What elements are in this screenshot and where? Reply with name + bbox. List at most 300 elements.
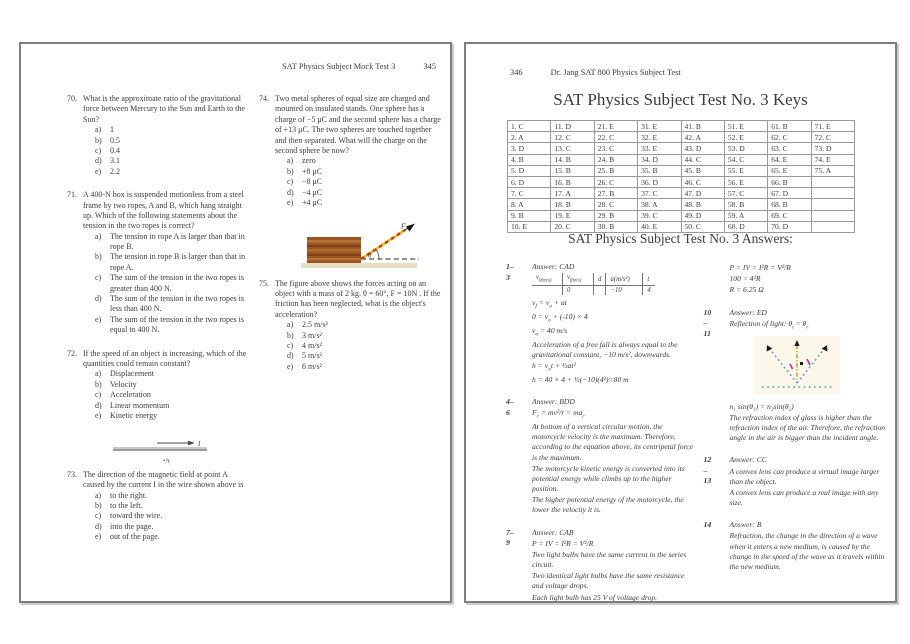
keys-row [508, 199, 855, 210]
explanation-line: Refraction, the change in the direction of a wave when it enters a new medium, is caused by the change in the speed of the wave as it travels within the new medium. [729, 531, 885, 571]
answer-range-line: 12 [703, 455, 712, 465]
answer-range-line: – [703, 465, 708, 475]
answer-item [704, 262, 892, 297]
option-label: a) [95, 369, 102, 379]
answer-body [730, 520, 892, 573]
option-row [95, 532, 250, 542]
key-cell: 54. C [724, 154, 767, 165]
key-cell: 65. E [768, 165, 811, 176]
answer-body [730, 262, 892, 297]
option-label: b) [95, 252, 102, 262]
option-row [95, 294, 250, 315]
left-page [19, 42, 452, 603]
option-label: d) [287, 351, 294, 361]
mini-table-cell [532, 286, 563, 296]
option-text: +4 μC [302, 197, 323, 207]
key-cell: 16. B [551, 176, 594, 187]
equation-line: P = IV = I²R = V²/R [729, 263, 791, 272]
key-cell: 58. B [724, 199, 767, 210]
figure-block [295, 221, 442, 274]
option-label: c) [287, 341, 294, 351]
key-cell: 20. C [551, 221, 594, 232]
question-number: 73. [67, 469, 77, 479]
answer-letters: Answer: CAD [532, 262, 575, 271]
option-label: c) [287, 177, 294, 187]
key-cell: 55. E [724, 165, 767, 176]
key-cell: 2. A [508, 132, 551, 143]
option-row [95, 125, 250, 135]
key-cell: 44. C [681, 154, 724, 165]
option-text: The sum of the tension in the two ropes is less than 400 N. [110, 294, 244, 314]
answer-letters: Answer: B [729, 520, 762, 530]
answers-column-left [506, 262, 694, 615]
key-cell: 8. A [508, 199, 551, 210]
option-text: Acceleration [110, 390, 151, 400]
mini-table-cell: −10 [606, 286, 643, 296]
key-cell: 25. B [594, 165, 637, 176]
mini-table-header: a(m/s²) [606, 273, 643, 285]
key-cell: 39. C [638, 210, 681, 221]
option-text: 2.5 m/s² [302, 320, 328, 330]
option-label: b) [95, 500, 102, 510]
option-row [95, 156, 250, 166]
explanation-line: The higher potential energy of the motorcycle, the lower the velocity it is. [532, 495, 684, 515]
key-cell: 50. C [681, 221, 724, 232]
option-label: a) [95, 490, 102, 500]
keys-row [508, 143, 855, 154]
answers-area [506, 262, 891, 615]
key-cell: 66. B [768, 176, 811, 187]
option-text: −8 μC [302, 177, 323, 187]
key-cell: 30. B [594, 221, 637, 232]
option-label: b) [95, 379, 102, 389]
answer-item [506, 262, 694, 386]
explanation-line: A convex lens can produce a real image with any size. [729, 487, 879, 508]
key-cell: 67. D [768, 188, 811, 199]
option-row [95, 315, 250, 336]
option-label: e) [95, 532, 102, 542]
key-cell [811, 210, 854, 221]
question-text: What is the approximate ratio of the gravitational force between Mercury to the Sun and Earth to the Sun? [83, 94, 245, 124]
right-page-header [510, 68, 681, 77]
mini-table-header: t [643, 273, 655, 285]
option-text: Velocity [110, 379, 137, 389]
question-body [83, 349, 250, 422]
answer-letters: Answer: CAB [532, 527, 574, 537]
equation-line: $h = v_ot$ + ½at² [532, 361, 576, 373]
option-text: to the right. [110, 490, 148, 500]
ground [301, 263, 417, 268]
option-text: −4 μC [302, 187, 323, 197]
mini-table-header-row [532, 273, 655, 285]
equation-line: h = 40 × 4 + ½(−10)(4²)=80 m [532, 374, 629, 384]
answer-item [704, 520, 892, 573]
answer-range-label [506, 262, 532, 386]
answer-body [532, 528, 694, 604]
key-cell: 47. D [681, 188, 724, 199]
option-text: 0.5 [110, 135, 120, 145]
answer-item [704, 308, 892, 445]
key-cell: 69. C [768, 210, 811, 221]
force-label: F [401, 221, 406, 231]
option-text: Linear momentum [110, 400, 170, 410]
answer-range-label [506, 397, 532, 517]
angle-arc [376, 250, 379, 260]
question-body [83, 470, 250, 543]
option-row [287, 362, 442, 372]
option-row [95, 273, 250, 294]
explanation-line: Each light bulb has 25 V of voltage drop. [532, 592, 658, 602]
option-row [287, 341, 442, 351]
key-cell: 62. C [768, 132, 811, 143]
option-row [95, 491, 250, 501]
key-cell: 63. C [768, 143, 811, 154]
answer-range-label [704, 520, 730, 573]
key-cell: 22. C [594, 132, 637, 143]
key-cell: 11. D [551, 121, 594, 132]
question-column-right [259, 94, 442, 555]
answer-range-line: 10 [703, 307, 712, 317]
mini-table-header: d [594, 273, 606, 285]
right-page-number: 346 [510, 68, 523, 77]
option-label: d) [95, 521, 102, 531]
option-label: b) [95, 135, 102, 145]
key-cell [811, 188, 854, 199]
keys-row [508, 121, 855, 132]
option-row [95, 167, 250, 177]
equation-line: $v_f = v_o$ + at [532, 298, 567, 310]
key-cell: 28. C [594, 199, 637, 210]
option-text: +8 μC [302, 166, 323, 176]
explanation-line: The refraction index of glass is higher than the refraction index of the air. Therefore, the refraction angle in the air is bigger than the incident angle. [729, 412, 886, 443]
key-cell: 6. D [508, 176, 551, 187]
option-label: e) [287, 361, 294, 371]
key-cell: 41. B [681, 121, 724, 132]
option-row [95, 401, 250, 411]
explanation-line: Acceleration of a free fall is always equal to the gravitational constant, −10 m/s², downwards. [532, 339, 678, 359]
key-cell: 36. D [638, 176, 681, 187]
left-running-title: SAT Physics Subject Mock Test 3 [282, 62, 396, 71]
answer-keys-table [507, 120, 855, 233]
option-text: to the left. [110, 500, 143, 510]
key-cell: 15. B [551, 165, 594, 176]
question-70 [67, 94, 250, 177]
key-cell: 21. E [594, 121, 637, 132]
key-cell: 74. E [811, 154, 854, 165]
wire-bar [113, 447, 207, 449]
answer-range-line: 6 [506, 407, 510, 417]
option-text: 3.1 [110, 156, 120, 166]
option-label: c) [95, 511, 102, 521]
answer-item [506, 528, 694, 604]
explanation-line: Two light bulbs have the same current in the series circuit. [532, 549, 687, 570]
mini-table-cell: 4 [643, 286, 655, 296]
explanation-line: At bottom of a vertical circular motion, the motorcycle velocity is the maximum. Therefore, according to the equation above, its centripetal force is the maximum. [532, 422, 693, 462]
option-row [95, 136, 250, 146]
equation-line: n₁ sin(θ₁) = n₂sin(θ₂) [729, 401, 794, 411]
answer-range-line: 1– [506, 262, 514, 271]
explanation-line: The motorcycle kinetic energy is converted into its potential energy while climbs up to the higher position. [532, 463, 685, 494]
right-page [464, 42, 897, 603]
force-block-figure [295, 221, 425, 271]
figure-reflection [754, 336, 892, 397]
key-cell: 27. B [594, 188, 637, 199]
keys-row [508, 132, 855, 143]
option-text: 6 m/s² [302, 361, 322, 371]
keys-title: SAT Physics Subject Test No. 3 Keys [553, 90, 808, 109]
answer-range-label [704, 262, 730, 297]
key-cell: 38. A [638, 199, 681, 210]
key-cell: 51. E [724, 121, 767, 132]
option-row [95, 369, 250, 379]
question-number: 75. [259, 278, 269, 288]
equation-line: $v_o = 40$ m/s [532, 325, 568, 338]
option-text: Displacement [110, 369, 154, 379]
answer-item [704, 455, 892, 509]
option-text: 4 m/s² [302, 341, 322, 351]
key-cell: 10. E [508, 221, 551, 232]
question-text: The figure above shows the forces acting on an object with a mass of 2 kg. θ = 60°, F = 10N . If the friction has been neglected, what is the object's acceleration? [275, 278, 441, 319]
key-cell: 34. D [638, 154, 681, 165]
key-cell: 71. E [811, 121, 854, 132]
key-cell: 4. B [508, 154, 551, 165]
question-text: The direction of the magnetic field at point A caused by the current I in the wire shown above is [83, 469, 244, 490]
key-cell: 61. B [768, 121, 811, 132]
key-cell: 72. C [811, 132, 854, 143]
option-label: c) [95, 390, 102, 400]
key-cell: 29. B [594, 210, 637, 221]
keys-row [508, 165, 855, 176]
option-label: e) [287, 197, 294, 207]
question-text: Two metal spheres of equal size are charged and mounted on insulated stands. One sphere has a charge of −5 μC and the second sphere has a charge of +13 μC. The two spheres are touched together and then separated. What will the charge on the second sphere be now? [275, 94, 441, 155]
option-text: The sum of the tension in the two ropes is greater than 400 N. [110, 273, 244, 293]
question-number: 70. [67, 94, 77, 103]
key-cell: 3. D [508, 143, 551, 154]
key-cell: 13. C [551, 143, 594, 154]
key-cell: 59. A [724, 210, 767, 221]
key-cell: 35. B [638, 165, 681, 176]
answer-body [730, 308, 892, 445]
angle-label: θ [368, 251, 372, 260]
wood-block [307, 237, 361, 263]
current-arrowhead-icon [188, 441, 195, 445]
key-cell: 33. E [638, 143, 681, 154]
option-label: d) [95, 156, 102, 166]
angle-square-mark [800, 362, 803, 365]
question-text: A 400-N box is suspended motionless from a steel frame by two ropes, A and B, which hang straight up. Which of the following statements about the tension in the two ropes is correct? [83, 190, 244, 231]
option-text: The tension in rope A is larger than that in rope B. [110, 231, 245, 252]
key-cell: 43. D [681, 143, 724, 154]
current-wire-figure [111, 434, 215, 464]
mini-table-header: $v_{0(m/s)}$ [532, 273, 563, 285]
key-cell [811, 199, 854, 210]
option-label: c) [95, 273, 102, 283]
question-column-left [67, 94, 250, 555]
light-reflection-figure [754, 336, 840, 394]
key-cell: 32. E [638, 132, 681, 143]
key-cell: 75. A [811, 165, 854, 176]
current-label: I [198, 440, 201, 449]
equation-line: $F_c = mv^2/r = ma_c$ [532, 408, 585, 420]
answer-body [532, 397, 694, 517]
option-text: 2.2 [110, 166, 120, 176]
option-row [95, 501, 250, 511]
answer-letters: Answer: BDD [532, 397, 575, 407]
question-text: If the speed of an object is increasing, which of the quantities could remain constant? [83, 348, 247, 368]
mini-table-header: $v_{f(m/s)}$ [563, 273, 594, 285]
key-cell: 73. D [811, 143, 854, 154]
equation-line: 100 = 4²R [729, 274, 761, 284]
figure-wire [111, 434, 250, 467]
left-page-number: 345 [423, 62, 436, 71]
key-cell: 52. E [724, 132, 767, 143]
key-cell: 68. B [768, 199, 811, 210]
question-number: 74. [259, 94, 269, 103]
explanation-line: Two identical light bulbs have the same resistance and voltage drops. [532, 571, 685, 591]
option-row [95, 522, 250, 532]
mini-table-cell: 0 [563, 286, 594, 296]
key-cell: 19. E [551, 210, 594, 221]
key-cell: 46. C [681, 176, 724, 187]
question-body [275, 279, 442, 373]
option-label: a) [95, 125, 102, 135]
option-row [287, 198, 442, 208]
option-label: a) [95, 231, 102, 241]
key-cell: 1. C [508, 121, 551, 132]
answer-item [506, 397, 694, 517]
option-row [287, 331, 442, 341]
key-cell: 56. E [724, 176, 767, 187]
option-row [95, 511, 250, 521]
answer-range-label [704, 455, 730, 509]
option-text: into the page. [110, 521, 154, 531]
key-cell: 14. B [551, 154, 594, 165]
question-75 [259, 279, 442, 373]
option-text: out of the page. [110, 532, 160, 542]
option-label: c) [95, 145, 102, 155]
key-cell: 45. B [681, 165, 724, 176]
key-cell: 26. C [594, 176, 637, 187]
key-cell: 24. B [594, 154, 637, 165]
key-cell: 23. C [594, 143, 637, 154]
option-label: e) [95, 410, 102, 420]
key-cell: 60. D [724, 221, 767, 232]
keys-row [508, 176, 855, 187]
explanation-line: Reflection of light: $\theta_i = \theta_r$ [729, 318, 809, 331]
key-cell: 40. E [638, 221, 681, 232]
option-text: toward the wire. [110, 511, 163, 521]
option-row [287, 167, 442, 177]
question-columns [67, 94, 444, 555]
option-row [287, 320, 442, 330]
option-label: a) [287, 156, 294, 166]
equation-line: R = 6.25 Ω [729, 285, 764, 295]
option-row [95, 146, 250, 156]
option-text: 1 [110, 125, 114, 135]
option-row [95, 232, 250, 253]
key-cell: 31. E [638, 121, 681, 132]
answer-range-line: 9 [506, 538, 510, 548]
key-cell: 42. A [681, 132, 724, 143]
key-cell: 9. B [508, 210, 551, 221]
point-a-label: •A [163, 457, 170, 465]
keys-row [508, 154, 855, 165]
force-arrowhead-icon [406, 224, 415, 232]
option-text: Kinetic energy [110, 410, 158, 420]
right-running-title: Dr. Jang SAT 800 Physics Subject Test [550, 68, 681, 77]
keys-row [508, 210, 855, 221]
key-cell: 5. D [508, 165, 551, 176]
answers-column-right [704, 262, 892, 615]
answer-range-label [506, 528, 532, 604]
option-row [287, 188, 442, 198]
answer-letters: Answer: ED [729, 307, 767, 317]
option-row [287, 177, 442, 187]
wire-bar-shadow [113, 450, 207, 452]
option-label: b) [287, 166, 294, 176]
question-body [275, 94, 442, 208]
option-text: 5 m/s² [302, 351, 322, 361]
key-cell: 64. E [768, 154, 811, 165]
key-cell: 57. C [724, 188, 767, 199]
question-73 [67, 470, 250, 543]
key-cell: 17. A [551, 188, 594, 199]
option-text: The tension in rope B is larger than that in rope A. [110, 252, 246, 272]
option-text: 0.4 [110, 145, 120, 155]
key-cell: 53. D [724, 143, 767, 154]
equation-line: P = IV = I²R = V²/R [532, 538, 594, 548]
answer-range-line: 11 [703, 328, 711, 338]
mini-table-cell [594, 286, 606, 296]
option-text: zero [302, 156, 316, 166]
question-74 [259, 94, 442, 208]
explanation-line: A convex lens can produce a virtual image larger than the object. [729, 466, 880, 486]
option-row [95, 380, 250, 390]
keys-row [508, 188, 855, 199]
answer-body [730, 455, 892, 509]
answer-range-line: 4– [506, 397, 514, 407]
key-cell [811, 176, 854, 187]
question-body [83, 190, 250, 335]
option-text: 3 m/s² [302, 330, 322, 340]
answer-range-line: 14 [703, 520, 712, 530]
option-row [95, 252, 250, 273]
equation-line: $0 = v_o + (-10) \times 4$ [532, 312, 588, 324]
mini-table-data-row [532, 286, 655, 296]
key-cell: 70. D [768, 221, 811, 232]
question-72 [67, 349, 250, 422]
option-label: d) [95, 400, 102, 410]
option-label: b) [287, 330, 294, 340]
answer-range-line: 3 [506, 272, 510, 282]
answer-range-line: – [703, 318, 708, 328]
option-label: d) [95, 294, 102, 304]
question-number: 72. [67, 348, 77, 358]
answers-title: SAT Physics Subject Test No. 3 Answers: [568, 231, 793, 246]
answer-letters: Answer: CC [729, 455, 767, 465]
question-body [83, 94, 250, 177]
option-label: e) [95, 314, 102, 324]
left-page-header [282, 62, 436, 71]
key-cell: 48. B [681, 199, 724, 210]
question-number: 71. [67, 190, 77, 200]
option-label: d) [287, 187, 294, 197]
answer-range-line: 13 [703, 476, 712, 486]
answer-range-label [704, 308, 730, 445]
key-cell: 7. C [508, 188, 551, 199]
answer-body [532, 262, 694, 386]
key-cell: 37. C [638, 188, 681, 199]
